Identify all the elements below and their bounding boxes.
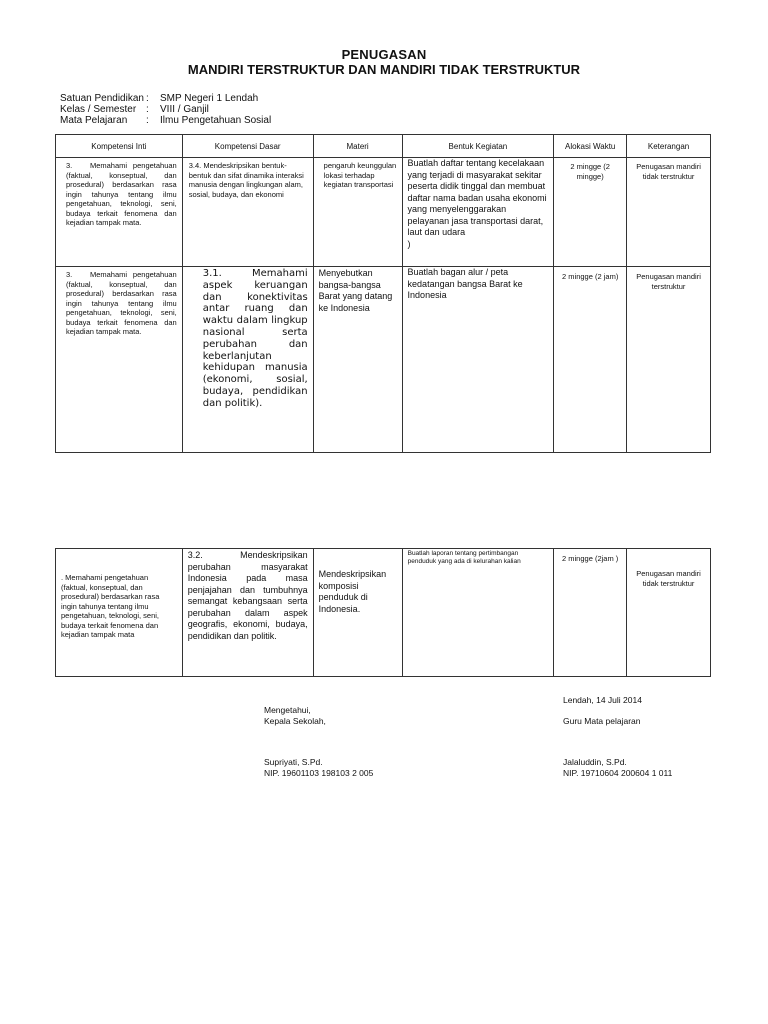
table-header-row: [56, 135, 711, 158]
header-kompetensi-inti: Kompetensi Inti: [56, 135, 183, 158]
teacher-title: Guru Mata pelajaran: [563, 716, 641, 726]
principal-title: Kepala Sekolah,: [264, 716, 326, 726]
info-label: Mata Pelajaran: [60, 115, 128, 126]
principal-name: Supriyati, S.Pd.: [264, 757, 323, 767]
info-row-subject: Mata Pelajaran : Ilmu Pengetahuan Sosial: [60, 115, 272, 126]
table-row: [56, 549, 711, 677]
cell-alokasi: 2 mingge (2 mingge): [554, 158, 627, 267]
header-bentuk-kegiatan: Bentuk Kegiatan: [402, 135, 554, 158]
teacher-nip: NIP. 19710604 200604 1 011: [563, 768, 673, 778]
info-label: Satuan Pendidikan: [60, 93, 144, 104]
cell-kegiatan: Buatlah laporan tentang pertimbangan penduduk yang ada di kelurahan kalian: [402, 549, 554, 677]
approval-label: Mengetahui,: [264, 705, 311, 715]
place-date: Lendah, 14 Juli 2014: [563, 695, 642, 705]
cell-alokasi: 2 mingge (2 jam): [554, 267, 627, 453]
cell-kd: 3.1. Memahami aspek keruangan dan konektivitas antar ruang dan waktu dalam lingkup nasional serta perubahan dan keberlanjutan kehidupan manusia (ekonomi, sosial, budaya, pendidikan dan politik).: [182, 267, 313, 453]
cell-ki: 3. Memahami pengetahuan (faktual, konseptual, dan prosedural) berdasarkan rasa ingin tahunya tentang ilmu pengetahuan, teknologi, seni, budaya terkait fenomena dan kejadian tampak mata.: [56, 158, 183, 267]
cell-kd: 3.4. Mendeskripsikan bentuk-bentuk dan sifat dinamika interaksi manusia dengan lingkungan alam, sosial, budaya, dan ekonomi: [182, 158, 313, 267]
info-row-class: Kelas / Semester : VIII / Ganjil: [60, 104, 209, 115]
cell-kegiatan: Buatlah daftar tentang kecelakaan yang terjadi di masyarakat sekitar peserta didik tinggal dan membuat daftar nama badan usaha ekonomi yang menyelenggarakan pelayanan jasa transportasi darat, laut dan udara ): [402, 158, 554, 267]
header-keterangan: Keterangan: [627, 135, 711, 158]
info-label: Kelas / Semester: [60, 104, 137, 115]
info-row-school: Satuan Pendidikan : SMP Negeri 1 Lendah: [60, 93, 259, 104]
info-value: Ilmu Pengetahuan Sosial: [160, 115, 272, 126]
table-row: [56, 267, 711, 453]
cell-keterangan: Penugasan mandiri tidak terstruktur: [627, 549, 711, 677]
assignment-table-continued: [55, 548, 711, 677]
cell-alokasi: 2 mingge (2jam ): [554, 549, 627, 677]
document-subtitle: MANDIRI TERSTRUKTUR DAN MANDIRI TIDAK TERSTRUKTUR: [187, 62, 581, 77]
header-materi: Materi: [313, 135, 402, 158]
info-value: SMP Negeri 1 Lendah: [160, 93, 259, 104]
cell-materi: pengaruh keunggulan lokasi terhadap kegiatan transportasi: [313, 158, 402, 267]
teacher-name: Jalaluddin, S.Pd.: [563, 757, 627, 767]
header-kompetensi-dasar: Kompetensi Dasar: [182, 135, 313, 158]
cell-materi: Mendeskripsikan komposisi penduduk di Indonesia.: [313, 549, 402, 677]
cell-ki: 3. Memahami pengetahuan (faktual, konseptual, dan prosedural) berdasarkan rasa ingin tahunya tentang ilmu pengetahuan, teknologi, seni, budaya terkait fenomena dan kejadian tampak mata.: [56, 267, 183, 453]
cell-kegiatan: Buatlah bagan alur / peta kedatangan bangsa Barat ke Indonesia: [402, 267, 554, 453]
header-alokasi-waktu: Alokasi Waktu: [554, 135, 627, 158]
assignment-table: [55, 134, 711, 453]
cell-materi: Menyebutkan bangsa-bangsa Barat yang datang ke Indonesia: [313, 267, 402, 453]
info-value: VIII / Ganjil: [160, 104, 209, 115]
document-title: PENUGASAN: [341, 47, 427, 62]
cell-ki: . Memahami pengetahuan (faktual, konseptual, dan prosedural) berdasarkan rasa ingin tahunya tentang ilmu pengetahuan, teknologi, seni, budaya terkait fenomena dan kejadian tampak mata: [56, 549, 183, 677]
cell-kd: 3.2. Mendeskripsikan perubahan masyarakat Indonesia pada masa penjajahan dan tumbuhnya semangat kebangsaan serta perubahan dalam aspek geografis, ekonomi, budaya, pendidikan dan politik.: [182, 549, 313, 677]
principal-nip: NIP. 19601103 198103 2 005: [264, 768, 374, 778]
cell-keterangan: Penugasan mandiri tidak terstruktur: [627, 158, 711, 267]
table-row: [56, 158, 711, 267]
cell-keterangan: Penugasan mandiri terstruktur: [627, 267, 711, 453]
